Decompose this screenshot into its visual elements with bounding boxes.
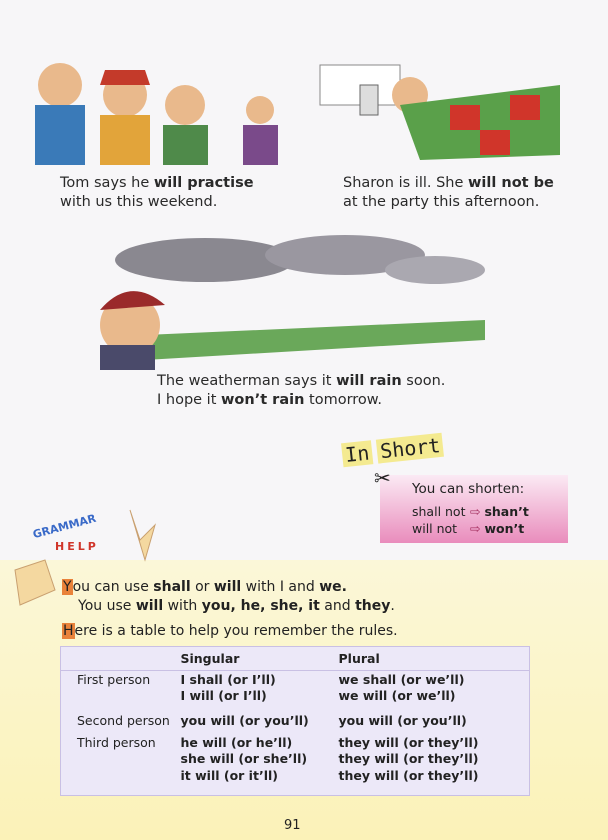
table-cell: we shall (or we’ll)	[338, 671, 465, 687]
table-cell: they will (or they’ll)	[338, 751, 479, 767]
illustration-sick-girl	[310, 45, 570, 165]
caption-bold: will practise	[153, 175, 254, 191]
caption-text: tomorrow.	[304, 392, 382, 408]
rule-text: You use	[78, 598, 136, 614]
in-short-tag	[341, 433, 444, 467]
in-short-box	[380, 475, 568, 543]
illustration-boys	[15, 40, 285, 165]
table-cell: it will (or it’ll)	[180, 767, 278, 783]
will-shall-table	[60, 646, 530, 796]
caption-bold: will rain	[336, 373, 402, 389]
rule-text: and	[319, 598, 356, 614]
table-cell: you will (or you’ll)	[180, 713, 309, 729]
caption-bold: won’t rain	[221, 392, 305, 408]
shortening-row	[412, 520, 529, 537]
short-form: won’t	[484, 521, 525, 536]
rule-bold: you, he, she, it	[201, 598, 320, 614]
rule-text: ere is a table to help you remember the rules.	[74, 623, 398, 639]
rule-text: ou can use	[72, 579, 154, 595]
in-short-intro: You can shorten:	[412, 481, 525, 497]
header-plural: Plural	[335, 647, 530, 671]
caption-bold: will not be	[468, 175, 554, 191]
rule-text: or	[190, 579, 214, 595]
caption-sharon	[343, 174, 583, 212]
page-number: 91	[284, 818, 301, 833]
caption-weather	[157, 372, 477, 410]
rule-3	[62, 622, 398, 641]
shortening-list	[412, 503, 529, 537]
grammar-label: GRAMMAR	[31, 511, 98, 542]
caption-text: The weatherman says it	[157, 373, 337, 389]
tag-in: In	[341, 440, 373, 467]
header-cell	[61, 647, 177, 671]
rule-bold: will	[213, 579, 242, 595]
long-form: will not	[412, 521, 458, 536]
rule-2	[78, 597, 395, 616]
scissors-icon: ✂	[374, 466, 391, 490]
lead-letter: H	[63, 623, 74, 639]
rule-bold: they	[355, 598, 391, 614]
caption-text: at the party this afternoon.	[343, 194, 540, 210]
table-cell: they will (or they’ll)	[338, 767, 479, 783]
table-cell: she will (or she’ll)	[180, 751, 308, 767]
lead-letter: Y	[63, 579, 72, 595]
table-row	[61, 734, 530, 796]
caption-text: Sharon is ill. She	[343, 175, 469, 191]
table-cell: I will (or I’ll)	[180, 688, 267, 704]
short-form: shan’t	[484, 504, 529, 519]
rule-bold: we.	[319, 579, 347, 595]
table-cell: he will (or he’ll)	[180, 734, 293, 750]
rule-text: .	[390, 598, 395, 614]
long-form: shall not	[412, 504, 466, 519]
rule-bold: shall	[153, 579, 191, 595]
rule-text: with	[163, 598, 202, 614]
rule-1	[62, 578, 347, 597]
shortening-row	[412, 503, 529, 520]
row-label: Second person	[77, 713, 170, 729]
table-cell: I shall (or I’ll)	[180, 671, 276, 687]
help-label: HELP	[55, 540, 99, 553]
table-row	[61, 712, 530, 734]
table-cell: we will (or we’ll)	[338, 688, 456, 704]
table-cell: you will (or you’ll)	[338, 713, 467, 729]
caption-text: I hope it	[157, 392, 222, 408]
tag-short: Short	[376, 433, 444, 464]
rule-text: with I and	[241, 579, 320, 595]
header-singular: Singular	[177, 647, 335, 671]
caption-tom	[60, 174, 300, 212]
caption-text: soon.	[401, 373, 446, 389]
row-label: Third person	[77, 734, 156, 750]
arrow-icon: ⇨	[470, 521, 481, 536]
caption-text: Tom says he	[60, 175, 154, 191]
rule-bold: will	[135, 598, 164, 614]
illustration-weather	[85, 230, 495, 370]
table-cell: they will (or they’ll)	[338, 734, 479, 750]
caption-text: with us this weekend.	[60, 194, 218, 210]
row-label: First person	[77, 671, 151, 687]
table-header-row	[61, 647, 530, 671]
table-row	[61, 670, 530, 712]
arrow-icon: ⇨	[470, 504, 481, 519]
